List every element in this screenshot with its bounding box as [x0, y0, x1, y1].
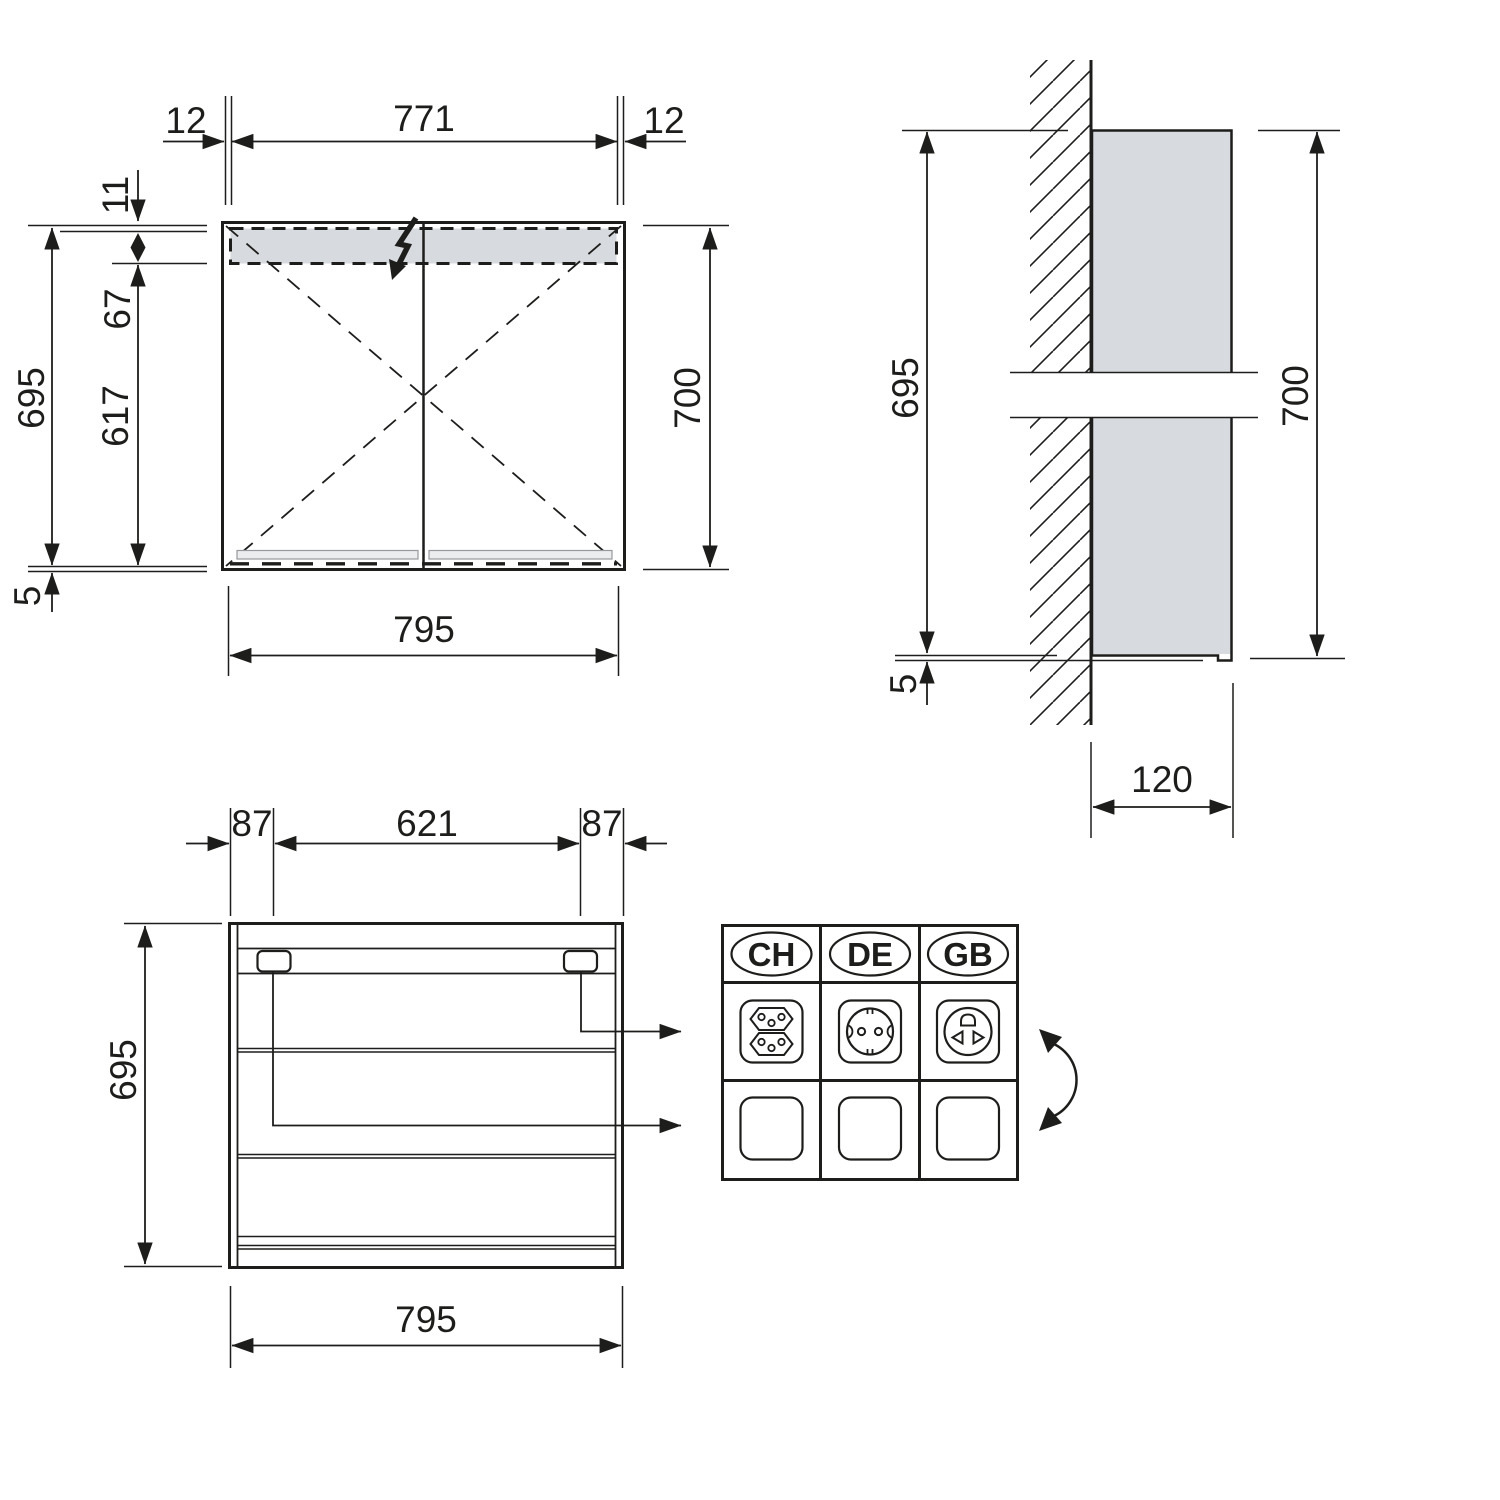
rotation-arrows-icon [1039, 1029, 1077, 1131]
dim-67-arrow-down [131, 248, 146, 263]
dim-side-bottom-recess: 5 [883, 673, 924, 695]
dim-interior-width: 795 [395, 1299, 457, 1340]
wall-hatch-upper [1030, 60, 1091, 372]
dim-67-arrow-up [131, 233, 146, 248]
dim-side-total-height: 700 [1275, 365, 1316, 427]
dim-front-overhang-right: 12 [643, 100, 685, 141]
dim-front-bottom-recess: 5 [7, 585, 48, 607]
interior-view [103, 803, 681, 1368]
dim-front-total-height: 700 [667, 367, 708, 429]
dim-front-glass-width: 771 [393, 98, 455, 139]
dim-side-door-height: 695 [885, 357, 926, 419]
dim-interior-height: 695 [103, 1039, 144, 1101]
cabinet-body-lower [1092, 417, 1232, 654]
dim-interior-socket-span: 621 [396, 803, 458, 844]
country-code-gb: GB [943, 936, 993, 973]
dim-front-door-lower: 617 [95, 385, 136, 447]
wall-hatch-lower [1030, 417, 1091, 725]
socket-table [723, 926, 1077, 1180]
carcass-outline [230, 924, 623, 1268]
right-door-shelf-bar [429, 551, 612, 560]
dim-interior-socket-right: 87 [581, 803, 623, 844]
country-code-de: DE [847, 936, 893, 973]
dim-interior-socket-left: 87 [231, 803, 273, 844]
dim-side-depth: 120 [1131, 759, 1193, 800]
dim-front-overhang-left: 12 [165, 100, 207, 141]
dim-front-total-width: 795 [393, 609, 455, 650]
front-view [7, 96, 729, 676]
side-view [883, 60, 1345, 838]
dim-front-top-inset: 11 [95, 175, 136, 215]
country-code-ch: CH [747, 936, 796, 973]
dim-front-light-strip: 67 [97, 288, 138, 330]
left-door-shelf-bar [237, 551, 418, 560]
left-socket [258, 951, 291, 972]
cabinet-body-upper [1092, 130, 1232, 372]
dim-front-door-height: 695 [11, 367, 52, 429]
right-socket [564, 951, 597, 972]
